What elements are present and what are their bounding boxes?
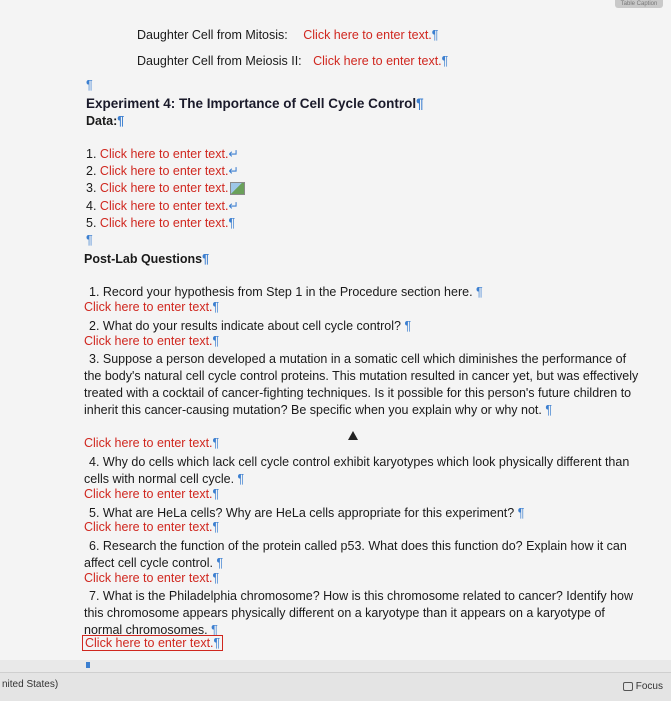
data-item-number: 5. — [86, 216, 97, 230]
question-text: 2. What do your results indicate about cell cycle control? — [89, 319, 401, 333]
question-6 — [84, 538, 639, 572]
empty-paragraph-mark: ¶ — [86, 233, 93, 247]
pilcrow-mark: ¶ — [117, 114, 125, 128]
picture-icon[interactable] — [230, 182, 245, 195]
answer-placeholder[interactable]: Click here to enter text. — [84, 334, 213, 348]
status-bar — [0, 672, 671, 701]
empty-paragraph-mark: ¶ — [86, 78, 93, 92]
pilcrow-mark: ¶ — [212, 520, 220, 534]
answer-placeholder[interactable]: Click here to enter text. — [84, 520, 213, 534]
line-break-mark: ↵ — [228, 164, 239, 178]
mitosis-label: Daughter Cell from Mitosis: — [137, 28, 288, 42]
pilcrow-mark: ¶ — [213, 636, 221, 650]
data-item-number: 4. — [86, 199, 97, 213]
pilcrow-mark: ¶ — [202, 252, 210, 266]
focus-icon — [623, 682, 633, 691]
data-label-row — [86, 113, 124, 130]
question-4 — [84, 454, 639, 488]
answer-placeholder-text: Click here to enter text. — [85, 636, 214, 650]
answer-placeholder[interactable]: Click here to enter text. — [84, 487, 213, 501]
pilcrow-mark: ¶ — [212, 334, 220, 348]
question-text: 6. Research the function of the protein called p53. What does this function do? Explain how it can affect cell cycle control. — [84, 539, 627, 570]
answer-3 — [84, 435, 219, 452]
question-text: 4. Why do cells which lack cell cycle control exhibit karyotypes which look physically different than cells with normal cell cycle. — [84, 455, 630, 486]
question-text: 1. Record your hypothesis from Step 1 in the Procedure section here. — [89, 285, 473, 299]
answer-2 — [84, 333, 219, 350]
answer-1 — [84, 299, 219, 316]
pilcrow-mark: ¶ — [545, 403, 553, 417]
answer-placeholder[interactable]: Click here to enter text. — [84, 300, 213, 314]
question-3 — [84, 351, 639, 419]
data-label: Data: — [86, 114, 118, 128]
paragraph-marker — [86, 662, 90, 668]
experiment-title-text: Experiment 4: The Importance of Cell Cycle Control — [86, 96, 417, 111]
question-text: 3. Suppose a person developed a mutation in a somatic cell which diminishes the performance of the body's natural cell cycle control proteins. This mutation resulted in cancer yet, but was effectively treated with a cocktail of cancer-fighting techniques. Is it possible for this person's future children to inherit this cancer-causing mutation? Be specific when you explain why or why not. — [84, 352, 639, 417]
answer-6 — [84, 570, 219, 587]
line-break-mark: ↵ — [228, 199, 239, 213]
meiosis-placeholder[interactable]: Click here to enter text. — [313, 54, 442, 68]
pilcrow-mark: ¶ — [237, 472, 245, 486]
language-indicator[interactable]: nited States) — [2, 679, 59, 690]
mouse-cursor-icon — [348, 431, 358, 440]
question-text: 7. What is the Philadelphia chromosome? How is this chromosome related to cancer? Identify how this chromosome appears physically different on a karyotype than it appears on a karyotype of normal chromosomes. — [84, 589, 634, 637]
answer-placeholder-selected[interactable] — [82, 635, 223, 651]
focus-button[interactable] — [623, 681, 663, 692]
pilcrow-mark: ¶ — [517, 506, 525, 520]
pilcrow-mark: ¶ — [212, 487, 220, 501]
answer-4 — [84, 486, 219, 503]
focus-label: Focus — [635, 681, 663, 692]
data-item-number: 3. — [86, 181, 97, 195]
pilcrow-mark: ¶ — [441, 54, 449, 68]
pilcrow-mark: ¶ — [216, 556, 224, 570]
pilcrow-mark: ¶ — [228, 216, 236, 230]
answer-5 — [84, 519, 219, 536]
data-item-placeholder[interactable]: Click here to enter text. — [99, 164, 229, 178]
answer-placeholder[interactable]: Click here to enter text. — [84, 571, 213, 585]
question-text: 5. What are HeLa cells? Why are HeLa cells appropriate for this experiment? — [89, 506, 515, 520]
answer-7 — [82, 635, 223, 652]
meiosis-row — [137, 53, 448, 70]
pilcrow-mark: ¶ — [416, 96, 424, 111]
data-item — [86, 146, 239, 163]
data-item-placeholder[interactable]: Click here to enter text. — [99, 199, 229, 213]
mitosis-placeholder[interactable]: Click here to enter text. — [303, 28, 432, 42]
data-item — [86, 215, 235, 232]
pilcrow-mark: ¶ — [212, 300, 220, 314]
postlab-title — [84, 251, 209, 268]
question-7 — [84, 588, 639, 639]
answer-placeholder[interactable]: Click here to enter text. — [84, 436, 213, 450]
data-item-number: 2. — [86, 164, 97, 178]
table-caption-tab[interactable]: Table Caption — [615, 0, 663, 8]
data-item-placeholder[interactable]: Click here to enter text. — [99, 216, 229, 230]
data-item — [86, 180, 245, 197]
pilcrow-mark: ¶ — [404, 319, 412, 333]
pilcrow-mark: ¶ — [212, 571, 220, 585]
pilcrow-mark: ¶ — [212, 436, 220, 450]
meiosis-label: Daughter Cell from Meiosis II: — [137, 54, 302, 68]
data-item — [86, 163, 239, 180]
postlab-title-text: Post-Lab Questions — [84, 252, 203, 266]
data-item-placeholder[interactable]: Click here to enter text. — [99, 147, 229, 161]
line-break-mark: ↵ — [228, 147, 239, 161]
pilcrow-mark: ¶ — [211, 623, 218, 637]
pilcrow-mark: ¶ — [431, 28, 439, 42]
pilcrow-mark: ¶ — [476, 285, 483, 299]
data-item-number: 1. — [86, 147, 97, 161]
experiment-title — [86, 95, 424, 112]
data-item-placeholder[interactable]: Click here to enter text. — [99, 181, 229, 195]
data-item — [86, 198, 239, 215]
mitosis-row — [137, 27, 438, 44]
